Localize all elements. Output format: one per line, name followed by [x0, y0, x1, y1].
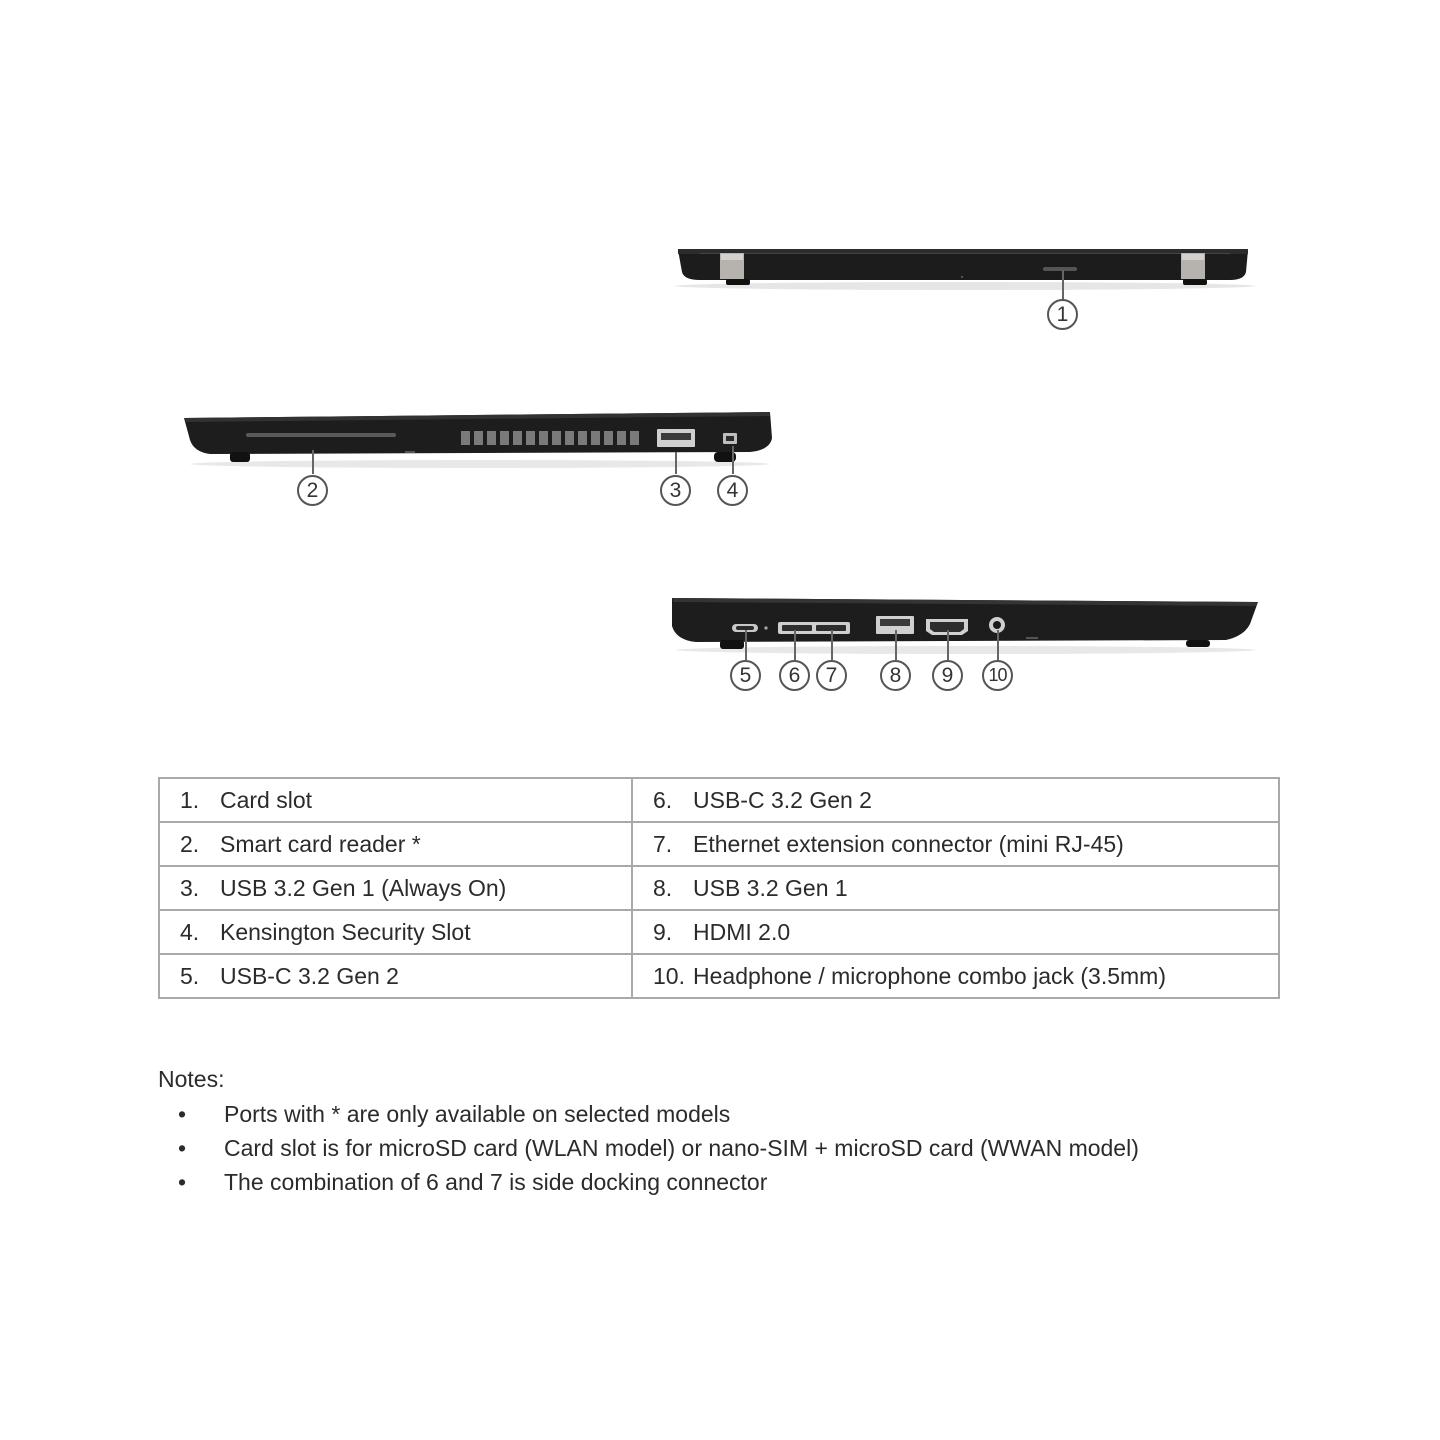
port-label: USB 3.2 Gen 1 [693, 874, 848, 901]
leader-line-5 [745, 630, 747, 660]
callout-3: 3 [660, 475, 691, 506]
leader-line-4 [732, 446, 734, 474]
port-cell-3 [159, 866, 632, 910]
leader-line-6 [794, 630, 796, 660]
callout-6: 6 [779, 660, 810, 691]
port-cell-8 [632, 866, 1279, 910]
table-row [159, 954, 1279, 998]
port-label: USB-C 3.2 Gen 2 [693, 786, 872, 813]
port-cell-10 [632, 954, 1279, 998]
port-cell-4 [159, 910, 632, 954]
bullet: • [178, 1100, 187, 1127]
note-item [158, 1097, 1358, 1131]
port-number: 3. [180, 874, 200, 901]
port-label: USB-C 3.2 Gen 2 [220, 962, 399, 989]
port-cell-6 [632, 778, 1279, 822]
leader-line-7 [831, 630, 833, 660]
callout-1: 1 [1047, 299, 1078, 330]
note-item [158, 1165, 1358, 1199]
port-cell-7 [632, 822, 1279, 866]
table-row [159, 778, 1279, 822]
leader-line-3 [675, 452, 677, 474]
callout-10: 10 [982, 660, 1013, 691]
port-cell-9 [632, 910, 1279, 954]
port-number: 8. [653, 874, 673, 901]
port-label: Card slot [220, 786, 313, 813]
leader-line-9 [947, 630, 949, 660]
note-text: The combination of 6 and 7 is side docking connector [224, 1168, 768, 1195]
laptop-right-side-view [666, 590, 1266, 660]
port-number: 9. [653, 918, 673, 945]
port-number: 1. [180, 786, 200, 813]
note-item [158, 1131, 1358, 1165]
port-cell-5 [159, 954, 632, 998]
note-text: Card slot is for microSD card (WLAN model) or nano-SIM + microSD card (WWAN model) [224, 1134, 1139, 1161]
leader-line-2 [312, 450, 314, 474]
port-cell-2 [159, 822, 632, 866]
notes-title: Notes: [158, 1066, 225, 1092]
laptop-rear-view [670, 240, 1260, 300]
ports-table [158, 777, 1280, 999]
port-label: HDMI 2.0 [693, 918, 791, 945]
callout-7: 7 [816, 660, 847, 691]
bullet: • [178, 1134, 187, 1161]
port-label: Kensington Security Slot [220, 918, 471, 945]
table-row [159, 910, 1279, 954]
callout-8: 8 [880, 660, 911, 691]
laptop-left-side-view [180, 404, 780, 474]
notes-section [158, 1066, 1358, 1199]
leader-line-1 [1062, 270, 1064, 300]
port-number: 7. [653, 830, 673, 857]
note-text: Ports with * are only available on selected models [224, 1100, 731, 1127]
port-cell-1 [159, 778, 632, 822]
port-number: 2. [180, 830, 200, 857]
port-number: 6. [653, 786, 673, 813]
callout-2: 2 [297, 475, 328, 506]
callout-5: 5 [730, 660, 761, 691]
table-row [159, 822, 1279, 866]
port-label: Smart card reader * [220, 830, 421, 857]
port-number: 5. [180, 962, 200, 989]
bullet: • [178, 1168, 187, 1195]
callout-9: 9 [932, 660, 963, 691]
table-row [159, 866, 1279, 910]
port-label: Headphone / microphone combo jack (3.5mm) [693, 962, 1167, 989]
port-number: 4. [180, 918, 200, 945]
callout-4: 4 [717, 475, 748, 506]
leader-line-8 [895, 630, 897, 660]
port-label: Ethernet extension connector (mini RJ-45) [693, 830, 1124, 857]
leader-line-10 [997, 630, 999, 660]
port-label: USB 3.2 Gen 1 (Always On) [220, 874, 507, 901]
port-number: 10. [653, 962, 685, 989]
